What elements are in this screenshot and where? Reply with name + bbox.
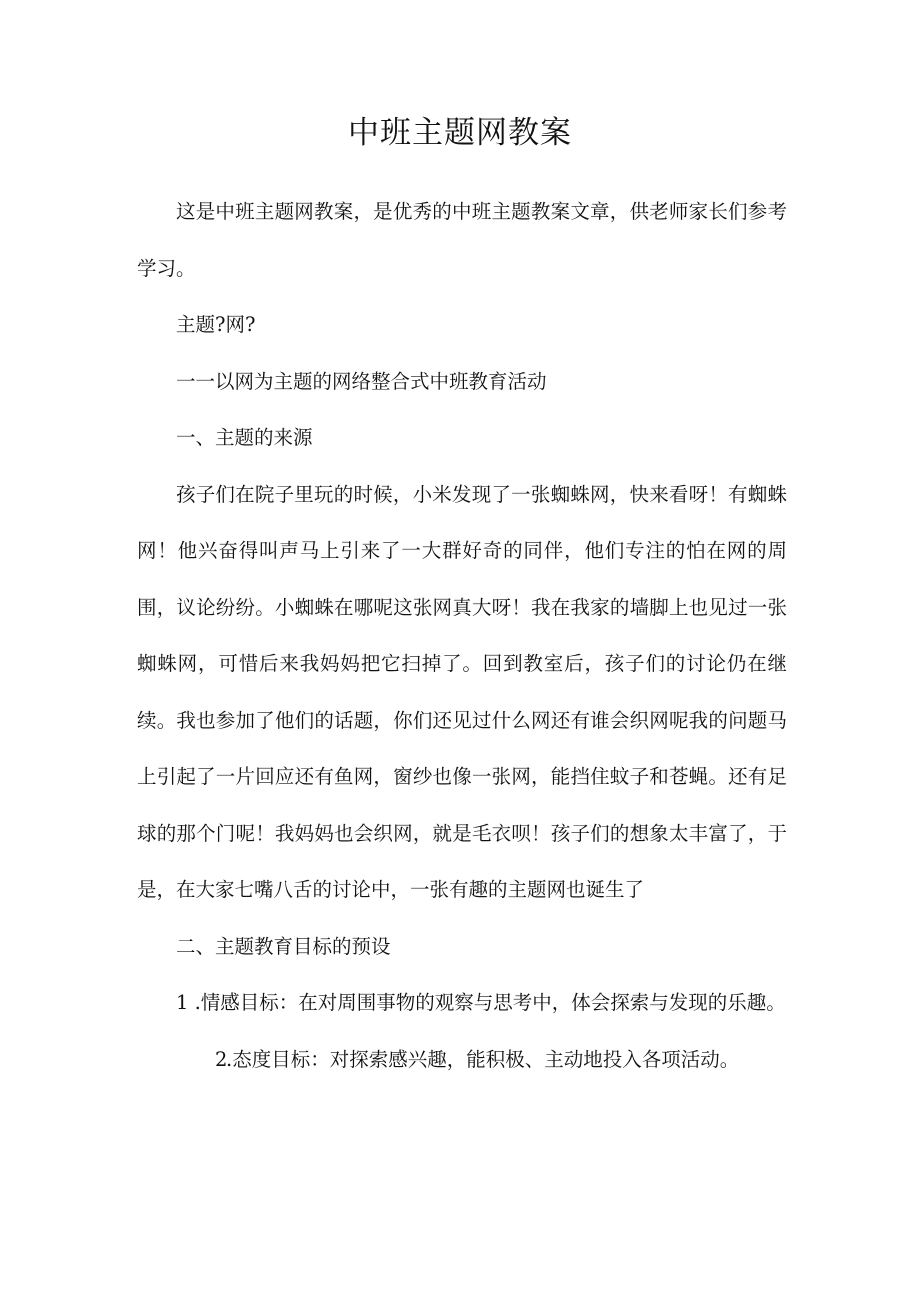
subtitle-line: 一一以网为主题的网络整合式中班教育活动 xyxy=(176,369,547,393)
goal-2 xyxy=(137,1032,787,1089)
intro-paragraph: 这是中班主题网教案，是优秀的中班主题教案文章，供老师家长们参考学习。 xyxy=(137,200,787,280)
section1-heading: 一、主题的来源 xyxy=(176,426,313,449)
section1-body: 孩子们在院子里玩的时候，小米发现了一张蜘蛛网，快来看呀！有蜘蛛网！他兴奋得叫声马上引来了一大群好奇的同伴，他们专注的怕在网的周围，议论纷纷。小蜘蛛在哪呢这张网真大呀！我在我家的墙脚上也见过一张蜘蛛网，可惜后来我妈妈把它扫掉了。回到教室后，孩子们的讨论仍在继续。我也参加了他们的话题，你们还见过什么网还有谁会织网呢我的问题马上引起了一片回应还有鱼网，窗纱也像一张网，能挡住蚊子和苍蝇。还有足球的那个门呢！我妈妈也会织网，就是毛衣呗！孩子们的想象太丰富了，于是，在大家七嘴八舌的讨论中，一张有趣的主题网也诞生了 xyxy=(137,482,787,901)
goal-2-number: 2 xyxy=(215,1047,228,1071)
document-body xyxy=(137,184,787,1088)
document-title: 中班主题网教案 xyxy=(348,115,572,151)
goal-1: 1 .情感目标：在对周围事物的观察与思考中，体会探索与发现的乐趣。 xyxy=(176,991,786,1014)
goal-2-text: .态度目标：对探索感兴趣，能积极、主动地投入各项活动。 xyxy=(226,1047,740,1071)
theme-heading: 主题?网? xyxy=(176,313,256,336)
section2-heading: 二、主题教育目标的预设 xyxy=(176,934,391,958)
